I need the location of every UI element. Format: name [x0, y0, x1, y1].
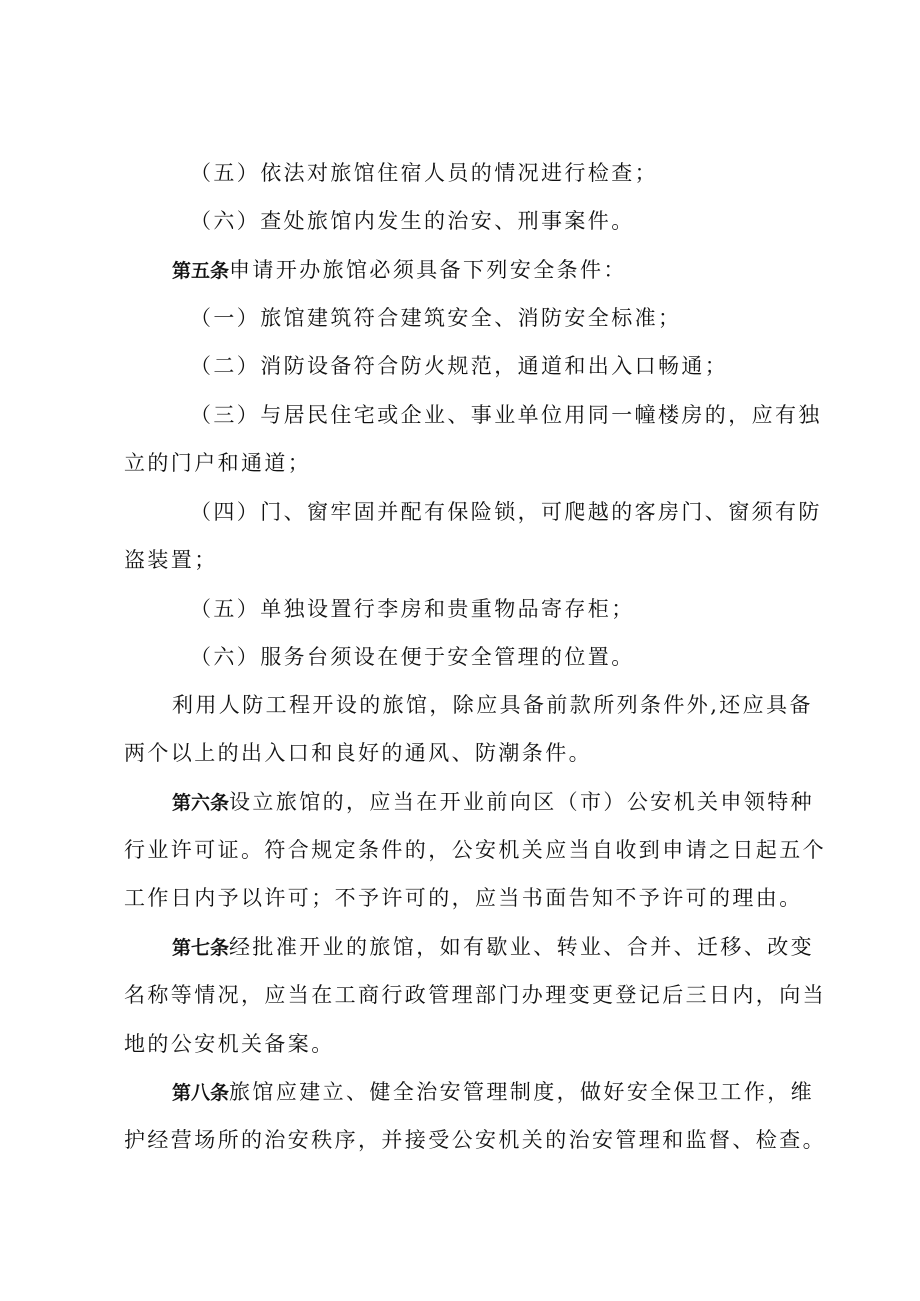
text-line: 名称等情况，应当在工商行政管理部门办理变更登记后三日内，向当: [124, 983, 826, 1007]
text-line: 立的门户和通道；: [124, 451, 312, 475]
text-line: （三）与居民住宅或企业、事业单位用同一幢楼房的，应有独: [190, 403, 822, 427]
article-line: 第八条旅馆应建立、健全治安管理制度，做好安全保卫工作，维: [172, 1080, 815, 1104]
article-line: 第七条经批准开业的旅馆，如有歇业、转业、合并、迁移、改变: [172, 935, 815, 959]
text-line: （五）单独设置行李房和贵重物品寄存柜；: [190, 597, 635, 621]
text-line: （四）门、窗牢固并配有保险锁，可爬越的客房门、窗须有防: [190, 500, 822, 524]
text-line: 行业许可证。符合规定条件的，公安机关应当自收到申请之日起五个: [124, 838, 826, 862]
text-line: （六）查处旅馆内发生的治安、刑事案件。: [190, 209, 635, 233]
text-line: （五）依法对旅馆住宿人员的情况进行检查；: [190, 161, 658, 185]
text-line: 地的公安机关备案。: [124, 1032, 335, 1056]
article-line: 第五条申请开办旅馆必须具备下列安全条件：: [172, 258, 627, 282]
article-line: 第六条设立旅馆的，应当在开业前向区（市）公安机关申领特种: [172, 790, 815, 814]
text-line: （六）服务台须设在便于安全管理的位置。: [190, 645, 635, 669]
text-line: 盗装置；: [124, 548, 218, 572]
text-line: 工作日内予以许可；不予许可的，应当书面告知不予许可的理由。: [124, 886, 803, 910]
article-number: 第五条: [172, 260, 230, 282]
article-number: 第七条: [172, 937, 230, 959]
text-line: （一）旅馆建筑符合建筑安全、消防安全标准；: [190, 306, 682, 330]
text-line: 两个以上的出入口和良好的通风、防潮条件。: [124, 741, 592, 765]
text-line: （二）消防设备符合防火规范，通道和出入口畅通；: [190, 354, 729, 378]
article-number: 第六条: [172, 792, 230, 814]
text-line: 利用人防工程开设的旅馆，除应具备前款所列条件外,还应具备: [172, 693, 813, 717]
text-line: 护经营场所的治安秩序，并接受公安机关的治安管理和监督、检查。: [124, 1128, 826, 1152]
article-number: 第八条: [172, 1082, 230, 1104]
